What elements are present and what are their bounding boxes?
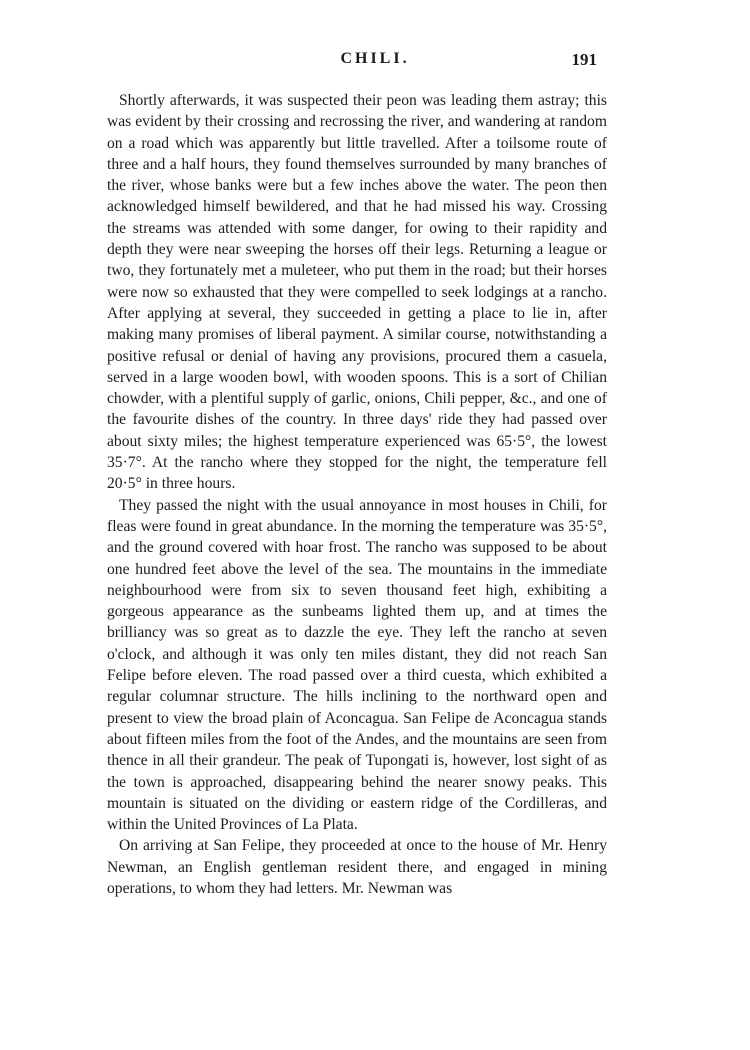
running-head	[0, 50, 750, 74]
running-title: CHILI.	[340, 50, 410, 67]
paragraph-astray: Shortly afterwards, it was suspected their peon was leading them astray; this was evident by their crossing and recrossing the river, and wandering at random on a road which was apparently but little travelled. After a toilsome route of three and a half hours, they found themselves surrounded by many branches of the river, whose banks were but a few inches above the water. The peon then acknowledged himself bewildered, and that he had missed his way. Crossing the streams was attended with some danger, for owing to their rapidity and depth they were near sweeping the horses off their legs. Returning a league or two, they fortunately met a muleteer, who put them in the road; but their horses were now so exhausted that they were compelled to seek lodgings at a rancho. After applying at several, they succeeded in getting a place to lie in, after making many promises of liberal payment. A similar course, notwithstanding a positive refusal or denial of having any provisions, procured them a casuela, served in a large wooden bowl, with wooden spoons. This is a sort of Chilian chowder, with a plentiful supply of garlic, onions, Chili pepper, &c., and one of the favourite dishes of the country. In three days' ride they had passed over about sixty miles; the highest temperature experienced was 65·5°, the lowest 35·7°. At the rancho where they stopped for the night, the temperature fell 20·5° in three hours.	[107, 92, 607, 493]
body-text	[107, 90, 607, 899]
paragraph-san-felipe: On arriving at San Felipe, they proceeded at once to the house of Mr. Henry Newman, an English gentleman resident there, and engaged in mining operations, to whom they had letters. Mr. Newman was	[107, 837, 607, 897]
paragraph-fleas: They passed the night with the usual annoyance in most houses in Chili, for fleas were found in great abundance. In the morning the temperature was 35·5°, and the ground covered with hoar frost. The rancho was supposed to be about one hundred feet above the level of the sea. The mountains in the immediate neighbourhood were from six to seven thousand feet high, exhibiting a gorgeous appearance as the sunbeams lighted them up, and at times the brilliancy was so great as to dazzle the eye. They left the rancho at seven o'clock, and although it was only ten miles distant, they did not reach San Felipe before eleven. The road passed over a third cuesta, which exhibited a regular columnar structure. The hills inclining to the northward open and present to view the broad plain of Aconcagua. San Felipe de Aconcagua stands about fifteen miles from the foot of the Andes, and the mountains are seen from thence in all their grandeur. The peak of Tupongati is, however, lost sight of as the town is approached, disappearing behind the nearer snowy peaks. This mountain is situated on the dividing or eastern ridge of the Cordilleras, and within the United Provinces of La Plata.	[107, 496, 607, 834]
page-number: 191	[571, 50, 597, 69]
